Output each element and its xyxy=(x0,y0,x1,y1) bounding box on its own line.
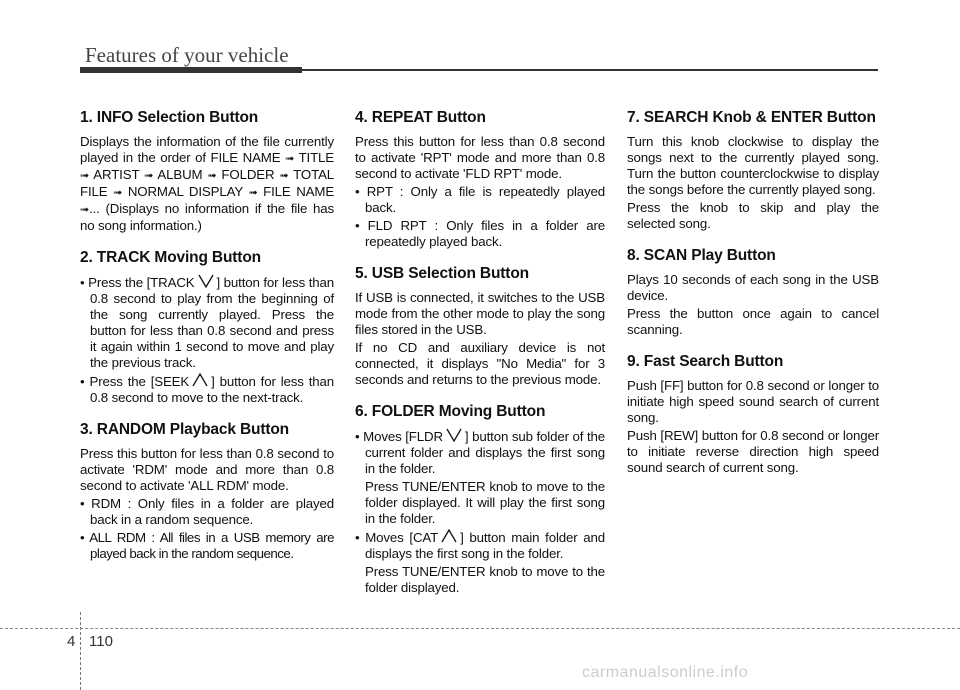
repeat-b2: FLD RPT : Only files in a folder are repeatedly played back. xyxy=(365,218,605,249)
column-1 xyxy=(80,109,334,564)
info-seq-item: TOTAL FILE xyxy=(80,167,335,199)
folder-b2-pre: Moves [CAT xyxy=(365,530,439,545)
info-seq-item: NORMAL DISPLAY xyxy=(127,184,243,199)
fast-p2: Push [REW] button for 0.8 second or longer to initiate reverse direction high speed sound search of current song. xyxy=(627,428,879,475)
column-2 xyxy=(355,109,605,598)
usb-p1: If USB is connected, it switches to the USB mode from the other mode to play the song files stored in the USB. xyxy=(355,290,605,337)
folder-bullet-2: • Moves [CAT ] button main folder and displays the first song in the folder. xyxy=(355,530,605,561)
folder-b1-post: ] button sub folder of the current folder and displays the first song in the folder. xyxy=(365,429,606,476)
repeat-body: Press this button for less than 0.8 second to activate 'RPT' mode and more than 0.8 second to activate 'FLD RPT' mode. xyxy=(355,134,605,181)
info-seq-item: TITLE xyxy=(298,150,335,165)
arrow-icon: ➟ xyxy=(113,187,123,199)
track-b1-post: ] button for less than 0.8 second to play from the beginning of the song currently played. Press the button for less than 0.8 second and press it again within 1 second to move and play the previous track. xyxy=(90,275,334,370)
info-seq-item: ARTIST xyxy=(93,167,140,182)
search-heading: 7. SEARCH Knob & ENTER Button xyxy=(627,109,876,126)
track-bullet-1: • Press the [TRACK ] button for less than 0.8 second to play from the beginning of the song currently played. Press the button for less than 0.8 second and press it again within 1 second to move and play the previous track. xyxy=(80,275,334,370)
watermark: carmanualsonline.info xyxy=(582,664,749,681)
usb-p2: If no CD and auxiliary device is not connected, it displays "No Media" for 3 seconds and returns to the previous mode. xyxy=(355,340,605,387)
folder-b2-sub: Press TUNE/ENTER knob to move to the folder displayed. xyxy=(365,564,605,595)
folder-bullet-1: • Moves [FLDR ] button sub folder of the current folder and displays the first song in the folder. xyxy=(355,429,606,476)
arrow-icon: ➟ xyxy=(144,170,154,182)
repeat-bullet-2: • FLD RPT : Only files in a folder are repeatedly played back. xyxy=(355,218,605,249)
track-bullet-2: • Press the [SEEK ] button for less than 0.8 second to move to the next-track. xyxy=(80,374,334,405)
track-b1-pre: Press the [TRACK xyxy=(88,275,195,290)
repeat-b1: RPT : Only a file is repeatedly played back. xyxy=(365,184,605,215)
arrow-icon: ➟ xyxy=(248,187,258,199)
arrow-icon: ➟ xyxy=(80,170,90,182)
folder-b2-post: ] button main folder and displays the first song in the folder. xyxy=(365,530,605,561)
chevron-up-icon xyxy=(438,529,460,543)
column-3 xyxy=(627,109,879,478)
folder-b1-pre: Moves [FLDR xyxy=(363,429,443,444)
scan-p1: Plays 10 seconds of each song in the USB device. xyxy=(627,272,879,303)
random-b2: ALL RDM : All files in a USB memory are played back in the random sequence. xyxy=(89,530,334,561)
footer-divider xyxy=(0,628,960,629)
scan-heading: 8. SCAN Play Button xyxy=(627,247,776,264)
fast-heading: 9. Fast Search Button xyxy=(627,353,784,370)
footer-page-divider xyxy=(80,612,81,690)
info-seq-item: FILE NAME xyxy=(263,184,335,199)
fast-p1: Push [FF] button for 0.8 second or longer to initiate high speed sound search of current song. xyxy=(627,378,879,425)
search-p1: Turn this knob clockwise to display the songs next to the currently played song. Turn the button counterclockwise to display the songs before the currently played song. xyxy=(627,134,879,197)
chevron-up-icon xyxy=(189,373,211,387)
chevron-down-icon xyxy=(195,274,217,288)
usb-heading: 5. USB Selection Button xyxy=(355,265,529,282)
folder-heading: 6. FOLDER Moving Button xyxy=(355,403,546,420)
page-number: 110 xyxy=(89,633,113,650)
random-bullet-1: • RDM : Only files in a folder are played back in a random sequence. xyxy=(80,496,334,527)
arrow-icon: ➟ xyxy=(80,204,90,216)
arrow-icon: ➟ xyxy=(279,170,289,182)
info-body xyxy=(80,134,334,234)
track-b2-post: ] button for less than 0.8 second to move to the next-track. xyxy=(90,374,334,405)
random-body: Press this button for less than 0.8 second to activate 'RDM' mode and more than 0.8 second to activate 'ALL RDM' mode. xyxy=(80,446,334,493)
header-rule-thin xyxy=(80,69,878,71)
arrow-icon: ➟ xyxy=(207,170,217,182)
scan-p2: Press the button once again to cancel scanning. xyxy=(627,306,879,337)
repeat-bullet-1: • RPT : Only a file is repeatedly played back. xyxy=(355,184,605,215)
random-bullet-2: • ALL RDM : All files in a USB memory are played back in the random sequence. xyxy=(80,530,334,561)
info-heading: 1. INFO Selection Button xyxy=(80,109,259,126)
page-header-title: Features of your vehicle xyxy=(85,43,289,67)
track-heading: 2. TRACK Moving Button xyxy=(80,249,261,266)
random-b1: RDM : Only files in a folder are played back in a random sequence. xyxy=(90,496,334,527)
random-heading: 3. RANDOM Playback Button xyxy=(80,421,289,438)
chevron-down-icon xyxy=(443,428,465,442)
search-p2: Press the knob to skip and play the selected song. xyxy=(627,200,879,231)
info-body-lead: Displays the information of the file currently played in the order of FILE NAME xyxy=(80,134,334,165)
track-b2-pre: Press the [SEEK xyxy=(89,374,190,389)
info-seq-item: ALBUM xyxy=(157,167,203,182)
info-seq-tail: ... (Displays no information if the file has no song information.) xyxy=(80,201,334,233)
arrow-icon: ➟ xyxy=(285,153,295,165)
folder-b1-sub: Press TUNE/ENTER knob to move to the folder displayed. It will play the first song in the folder. xyxy=(365,479,605,526)
repeat-heading: 4. REPEAT Button xyxy=(355,109,486,126)
info-seq-item: FOLDER xyxy=(221,167,275,182)
section-number: 4 xyxy=(67,633,76,650)
